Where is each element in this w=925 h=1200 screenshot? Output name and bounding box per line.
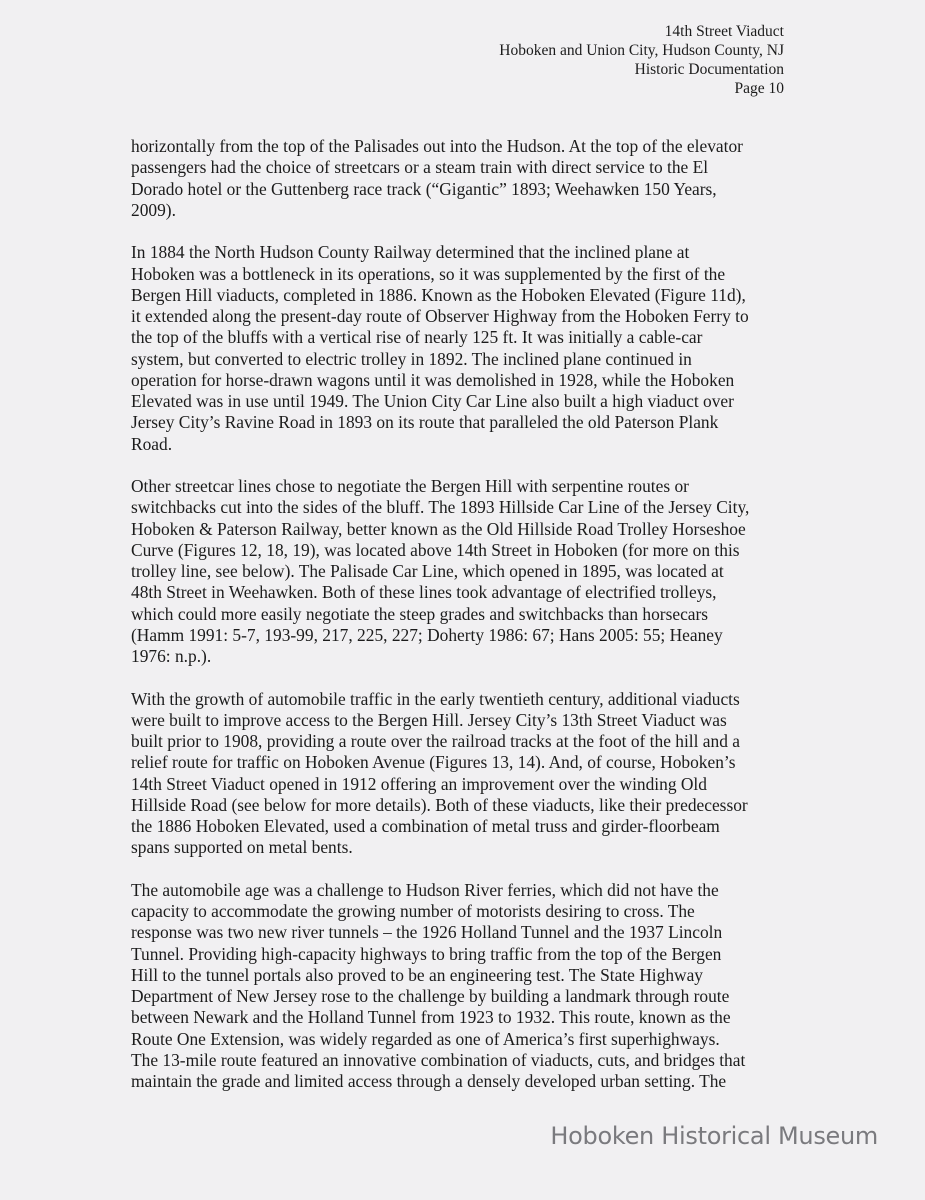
text-line: 1976: n.p.). [131, 646, 212, 666]
text-line: response was two new river tunnels – the 1926 Holland Tunnel and the 1937 Lincoln [131, 922, 723, 943]
text-line: Department of New Jersey rose to the challenge by building a landmark through route [131, 986, 730, 1006]
text-line: The automobile age was a challenge to Hudson River ferries, which did not have the [131, 879, 719, 900]
text-line: Other streetcar lines chose to negotiate the Bergen Hill with serpentine routes or [131, 476, 689, 496]
header-line: 14th Street Viaduct [664, 23, 784, 40]
text-line: 48th Street in Weehawken. Both of these lines took advantage of electrified trolleys, [131, 582, 717, 603]
text-line: 14th Street Viaduct opened in 1912 offering an improvement over the winding Old [131, 773, 707, 794]
paragraph [131, 136, 811, 221]
text-line: (Hamm 1991: 5-7, 193-99, 217, 225, 227; Doherty 1986: 67; Hans 2005: 55; Heaney [131, 624, 723, 645]
text-line: Bergen Hill viaducts, completed in 1886. Known as the Hoboken Elevated (Figure 11d), [131, 284, 746, 305]
text-line: Dorado hotel or the Guttenberg race track (“Gigantic” 1893; Weehawken 150 Years, [131, 178, 717, 199]
text-line: Tunnel. Providing high-capacity highways to bring traffic from the top of the Bergen [131, 943, 722, 964]
text-line: were built to improve access to the Bergen Hill. Jersey City’s 13th Street Viaduct was [131, 709, 727, 730]
text-line: Curve (Figures 12, 18, 19), was located above 14th Street in Hoboken (for more on this [131, 539, 740, 560]
paragraph [131, 689, 811, 859]
text-line: In 1884 the North Hudson County Railway determined that the inclined plane at [131, 242, 690, 263]
text-line: system, but converted to electric trolley in 1892. The inclined plane continued in [131, 348, 692, 369]
text-line: built prior to 1908, providing a route over the railroad tracks at the foot of the hill and a [131, 731, 740, 751]
text-line: between Newark and the Holland Tunnel from 1923 to 1932. This route, known as the [131, 1007, 731, 1028]
text-line: 2009). [131, 199, 176, 220]
text-line: Route One Extension, was widely regarded as one of America’s first superhighways. [131, 1028, 720, 1049]
text-line: Elevated was in use until 1949. The Union City Car Line also built a high viaduct over [131, 391, 734, 411]
header-line: Hoboken and Union City, Hudson County, NJ [499, 42, 784, 59]
text-line: passengers had the choice of streetcars or a steam train with direct service to the El [131, 157, 709, 178]
text-line: Hoboken was a bottleneck in its operations, so it was supplemented by the first of the [131, 263, 726, 284]
text-line: switchbacks cut into the sides of the bluff. The 1893 Hillside Car Line of the Jersey City, [131, 497, 750, 518]
header-line: Page 10 [734, 80, 784, 97]
paragraph [131, 880, 811, 1093]
text-line: Jersey City’s Ravine Road in 1893 on its route that paralleled the old Paterson Plank [131, 412, 719, 433]
text-line: the top of the bluffs with a vertical rise of nearly 125 ft. It was initially a cable-car [131, 327, 703, 348]
document-body [131, 136, 811, 1114]
text-line: trolley line, see below). The Palisade Car Line, which opened in 1895, was located at [131, 561, 724, 581]
text-line: it extended along the present-day route of Observer Highway from the Hoboken Ferry to [131, 306, 749, 326]
text-line: Hoboken & Paterson Railway, better known as the Old Hillside Road Trolley Horseshoe [131, 518, 746, 539]
paragraph [131, 242, 811, 455]
text-line: Road. [131, 433, 173, 454]
text-line: relief route for traffic on Hoboken Avenue (Figures 13, 14). And, of course, Hoboken’s [131, 752, 736, 773]
text-line: horizontally from the top of the Palisades out into the Hudson. At the top of the elevator [131, 136, 743, 156]
text-line: Hillside Road (see below for more details). Both of these viaducts, like their predecessor [131, 794, 748, 815]
header-line: Historic Documentation [634, 61, 784, 78]
text-line: spans supported on metal bents. [131, 837, 353, 858]
text-line: operation for horse-drawn wagons until it was demolished in 1928, while the Hoboken [131, 369, 735, 390]
text-line: the 1886 Hoboken Elevated, used a combination of metal truss and girder-floorbeam [131, 816, 720, 836]
text-line: Hill to the tunnel portals also proved to be an engineering test. The State Highway [131, 964, 703, 985]
text-line: maintain the grade and limited access through a densely developed urban setting. The [131, 1071, 727, 1091]
text-line: which could more easily negotiate the steep grades and switchbacks than horsecars [131, 603, 709, 624]
text-line: capacity to accommodate the growing number of motorists desiring to cross. The [131, 901, 695, 921]
text-line: The 13-mile route featured an innovative combination of viaducts, cuts, and bridges that [131, 1049, 746, 1070]
museum-watermark: Hoboken Historical Museum [550, 1122, 878, 1150]
paragraph [131, 476, 811, 667]
text-line: With the growth of automobile traffic in the early twentieth century, additional viaducts [131, 688, 740, 709]
page-header [499, 22, 784, 98]
